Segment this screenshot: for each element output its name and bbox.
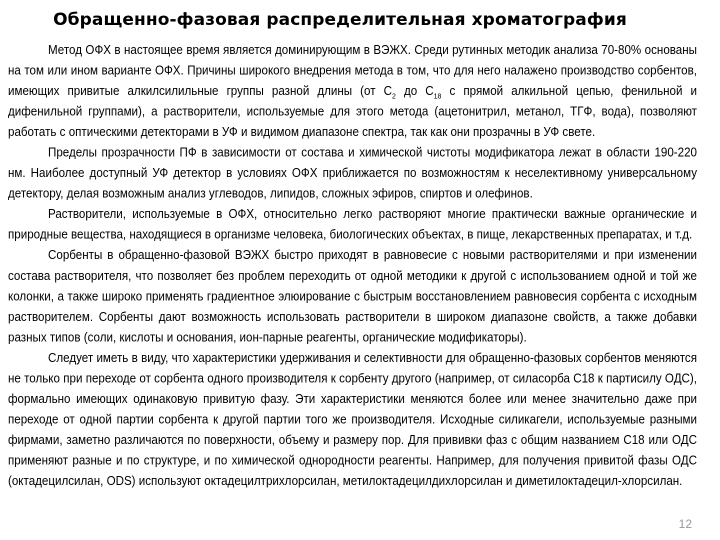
paragraph-5: Следует иметь в виду, что характеристики удерживания и селективности для обращенно-фазовых сорбентов меняются не только при переходе от сорбента одного производителя к сорбенту другого (например, от силасорба С18 к партисилу ОДС), формально имеющих одинаковую привитую фазу. Эти характеристики меняются более или менее значительно даже при переходе от одной партии сорбента к другой партии того же производителя. Исходные силикагели, используемые разными фирмами, заметно различаются по поверхности, объему и размеру пор. Для прививки фаз с общим названием С18 или ОДС применяют разные и по структуре, и по химической однородности реагенты. Например, для получения привитой фазы ОДС (октадецилсилан, ODS) используют октадецилтрихлорсилан, метилоктадецилдихлорсилан и диметилоктадецил-хлорсилан. (8, 351, 697, 489)
body-text (8, 40, 697, 491)
paragraph-3: Растворители, используемые в ОФХ, относительно легко растворяют многие практически важные органические и природные вещества, находящиеся в организме человека, биологических объектах, в пище, лекарственных препаратах, и т.д. (8, 207, 697, 242)
paragraph-1-part-3: с прямой алкильной цепью, фенильной и дифенильной группами), а растворители, используемые для этого метода (ацетонитрил, метанол, ТГФ, вода), позволяют работать с оптическими детекторами в УФ и видимом диапазоне спектра, так как они прозрачны в УФ свете. (8, 84, 698, 140)
subscript-18: 18 (433, 93, 442, 101)
page-number: 12 (678, 517, 692, 531)
page-title: Обращенно-фазовая распределительная хроматография (53, 10, 627, 30)
paragraph-1-part-2: до С (395, 84, 434, 99)
paragraph-1-part-1: Метод ОФХ в настоящее время является доминирующим в ВЭЖХ. Среди рутинных методик анализа 70-80% основаны на том или ином варианте ОФХ. Причины широкого внедрения метода в том, что для него налажено производство сорбентов, имеющих привитые алкилсилильные группы разной длины (от С (8, 43, 697, 99)
paragraph-1 (8, 40, 697, 143)
paragraph-2: Пределы прозрачности ПФ в зависимости от состава и химической чистоты модификатора лежат в области 190-220 нм. Наиболее доступный УФ детектор в условиях ОФХ приближается по возможностям к неселективному универсальному детектору, делая возможным анализ углеводов, липидов, сложных эфиров, спиртов и олефинов. (8, 145, 697, 201)
subscript-2: 2 (392, 93, 396, 101)
paragraph-4: Сорбенты в обращенно-фазовой ВЭЖХ быстро приходят в равновесие с новыми растворителями и при изменении состава растворителя, что позволяет без проблем переходить от одной методики к другой с использованием одной и той же колонки, а также широко применять градиентное элюирование с быстрым восстановлением равновесия сорбента с исходным растворителем. Сорбенты дают возможность использовать растворители в широком диапазоне свойств, а также добавки разных типов (соли, кислоты и основания, ион-парные реагенты, органические модификаторы). (8, 248, 697, 345)
